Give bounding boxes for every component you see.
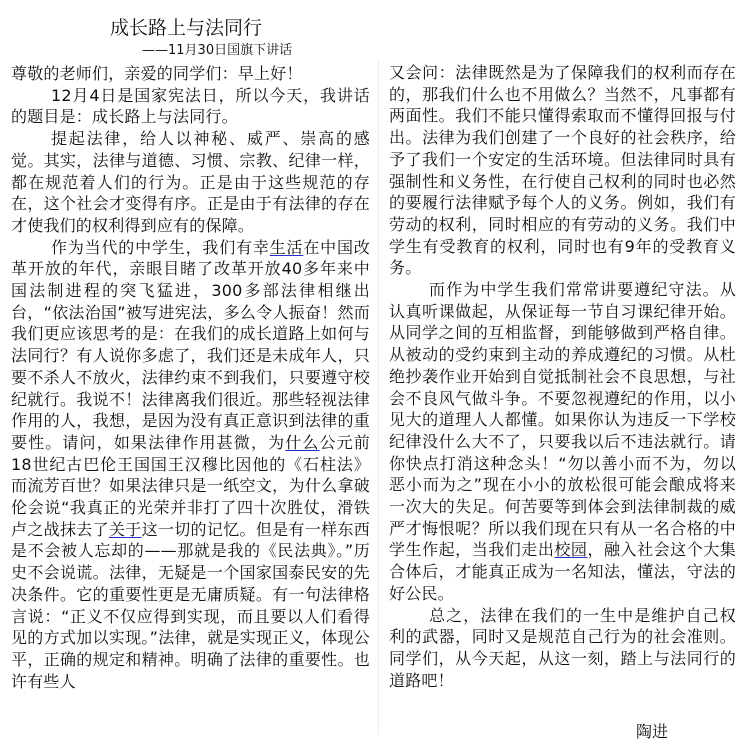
paragraph-5: 又会问：法律既然是为了保障我们的权利而存在的，那我们什么也不用做么？当然不，凡事都有两面性。我们不能只懂得索取而不懂得回报与付出。法律为我们创建了一个良好的社会秩序，给予了我们一个安定的生活环境。但法律同时具有强制性和义务性，在行使自己权利的同时也必然的要履行法律赋予每个人的义务。例如，我们有劳动的权利，同时相应的有劳动的义务。我们中学生有受教育的权利，同时也有9年的受教育义务。 [389, 63, 736, 278]
greeting-paragraph: 尊敬的老师们，亲爱的同学们：早上好！ [11, 64, 303, 83]
speech-title: 成长路上与法同行 [109, 17, 262, 39]
paragraph-6 [389, 279, 736, 605]
column-divider [378, 60, 379, 735]
left-column [11, 63, 370, 692]
signature: 陶进 [636, 722, 669, 741]
paragraph-4-text-d: 这一切的记忆。但是有一样东西是不会被人忘却的——那就是我的《民法典》。”历史不会说谎。法律，无疑是一个国家国泰民安的先决条件。它的重要性更是无庸质疑。有一句法律格言说：“正义不仅应得到实现，而且要以人们看得见的方式加以实现。”法律，就是实现正义，体现公平，正确的规定和精神。明确了法律的重要性。也许有些人 [11, 519, 370, 691]
underlined-word-3: 关于 [108, 519, 142, 539]
right-column [389, 62, 736, 691]
underlined-word-1: 生活 [269, 237, 304, 257]
speech-subtitle: ——11月30日国旗下讲话 [142, 43, 293, 58]
underlined-word-4: 校园 [554, 540, 588, 560]
paragraph-2: 12月4日是国家宪法日，所以今天，我讲话的题目是：成长路上与法同行。 [11, 85, 370, 127]
underlined-word-2: 什么 [285, 432, 320, 452]
paragraph-4-text-a: 作为当代的中学生，我们有幸 [51, 237, 270, 257]
paragraph-7: 总之，法律在我们的一生中是维护自己权利的武器，同时又是规范自己行为的社会准则。同学们，从今天起，从这一刻，踏上与法同行的道路吧！ [389, 605, 736, 690]
paragraph-3: 提起法律，给人以神秘、威严、崇高的感觉。其实，法律与道德、习惯、宗教、纪律一样，都在规范着人们的行为。正是由于这些规范的存在，这个社会才变得有序。正是由于有法律的存在才使我们的权利得到应有的保障。 [11, 129, 370, 235]
paragraph-4 [11, 237, 370, 693]
paragraph-6-text-a: 而作为中学生我们常常讲要遵纪守法。从认真听课做起，从保证每一节自习课纪律开始。从同学之间的互相监督，到能够做到严格自律。从被动的受约束到主动的养成遵纪的习惯。从杜绝抄袭作业开始到自觉抵制社会不良思想，与社会不良风气做斗争。不要忽视遵纪的作用，以小见大的道理人人都懂。如果你认为违反一下学校纪律没什么大不了，只要我以后不违法就行。请你快点打消这种念头！“勿以善小而不为，勿以恶小而为之”现在小小的放松很可能会酿成将来一次大的失足。何苦要等到体会到法律制裁的威严才悔恨呢？所以我们现在只有从一名合格的中学生作起，当我们走出 [389, 280, 736, 560]
paragraph-4-text-c: 公元前18世纪古巴伦王国国王汉穆比因他的《石柱法》而流芳百世？如果法律只是一纸空文，为什么拿破伦会说“我真正的光荣并非打了四十次胜仗，滑铁卢之战抹去了 [11, 432, 370, 539]
paragraph-4-text-b: 在中国改革开放的年代，亲眼目睹了改革开放40多年来中国法制进程的突飞猛进，300多部法律相继出台，“依法治国”被写进宪法，多么令人振奋！然而我们更应该思考的是：在我们的成长道路上如何与法同行？有人说你多虑了，我们还是未成年人，只要不杀人不放火，法律约束不到我们，只要遵守校纪就行。我说不！法律离我们很近。那些轻视法律作用的人，我想，是因为没有真正意识到法律的重要性。请问，如果法律作用甚微，为 [11, 237, 370, 452]
paragraph-6-text-b: ，融入社会这个大集合体后，才能真正成为一名知法，懂法，守法的好公民。 [389, 540, 736, 603]
